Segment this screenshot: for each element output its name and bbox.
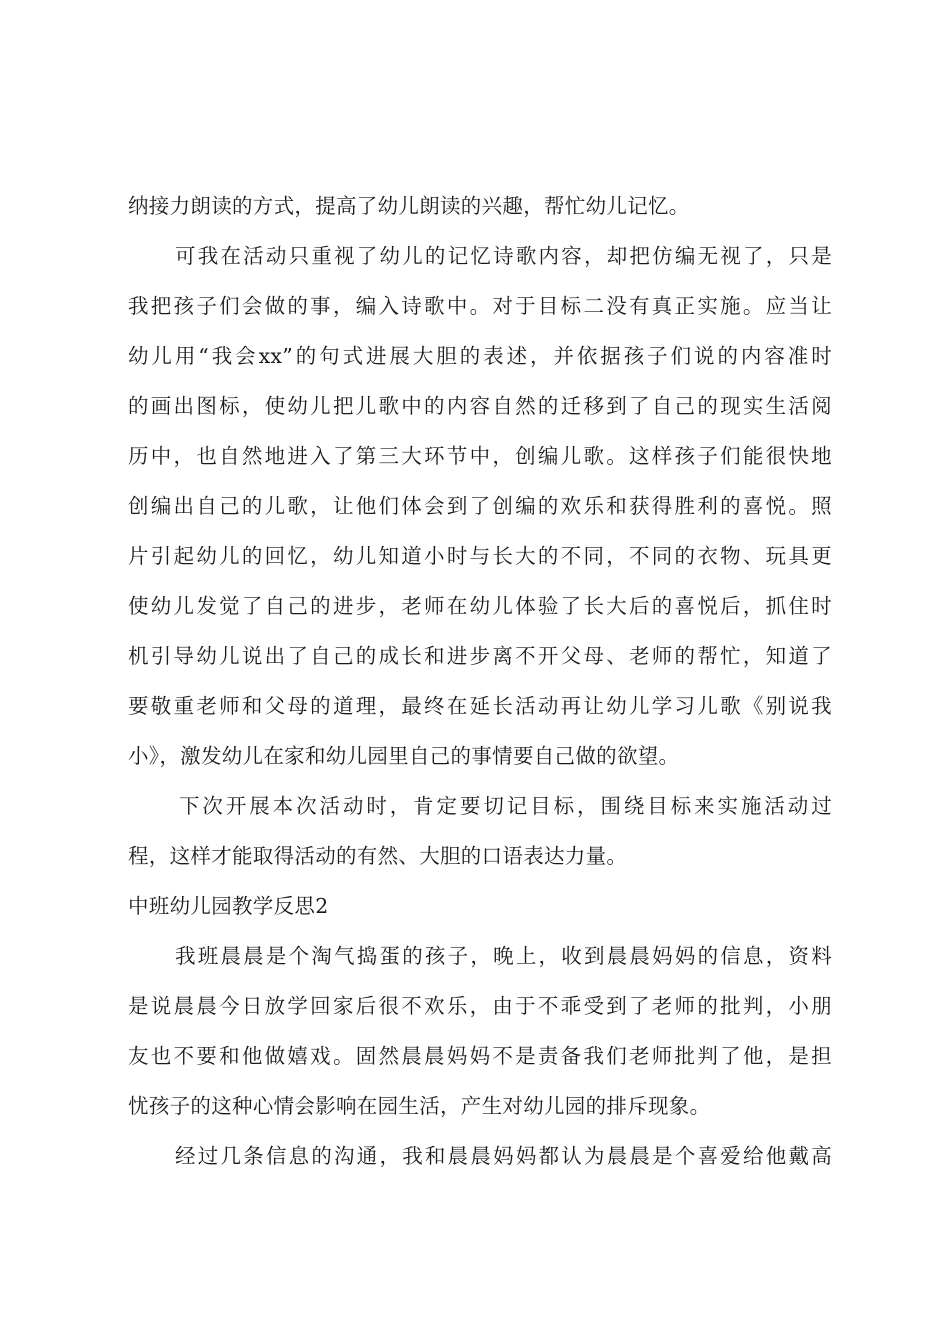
paragraph-line: 使幼儿发觉了自己的进步，老师在幼儿体验了长大后的喜悦后，抓住时 (128, 594, 832, 618)
paragraph-line: 片引起幼儿的回忆，幼儿知道小时与长大的不同，不同的衣物、玩具更 (128, 544, 832, 568)
paragraph-line: 是说晨晨今日放学回家后很不欢乐，由于不乖受到了老师的批判，小朋 (128, 994, 832, 1018)
paragraph-line: 历中，也自然地进入了第三大环节中，创编儿歌。这样孩子们能很快地 (128, 444, 832, 468)
paragraph-line: 可我在活动只重视了幼儿的记忆诗歌内容，却把仿编无视了，只是 (175, 244, 832, 268)
paragraph-line: 经过几条信息的沟通，我和晨晨妈妈都认为晨晨是个喜爱给他戴高 (175, 1144, 832, 1168)
paragraph-line: 幼儿用“我会xx”的句式进展大胆的表述，并依据孩子们说的内容准时 (128, 344, 832, 368)
paragraph-line: 纳接力朗读的方式，提高了幼儿朗读的兴趣，帮忙幼儿记忆。 (128, 194, 690, 218)
paragraph-line: 程，这样才能取得活动的有然、大胆的口语表达力量。 (128, 844, 628, 868)
section-heading: 中班幼儿园教学反思2 (128, 894, 329, 918)
paragraph-line: 忧孩子的这种心情会影响在园生活，产生对幼儿园的排斥现象。 (128, 1094, 711, 1118)
paragraph-line: 机引导幼儿说出了自己的成长和进步离不开父母、老师的帮忙，知道了 (128, 644, 832, 668)
paragraph-line: 友也不要和他做嬉戏。固然晨晨妈妈不是责备我们老师批判了他，是担 (128, 1044, 832, 1068)
paragraph-line: 下次开展本次活动时，肯定要切记目标，围绕目标来实施活动过 (179, 794, 832, 818)
paragraph-line: 我班晨晨是个淘气捣蛋的孩子，晚上，收到晨晨妈妈的信息，资料 (175, 944, 832, 968)
paragraph-line: 的画出图标，使幼儿把儿歌中的内容自然的迁移到了自己的现实生活阅 (128, 394, 832, 418)
paragraph-line: 我把孩子们会做的事，编入诗歌中。对于目标二没有真正实施。应当让 (128, 294, 832, 318)
paragraph-line: 要敬重老师和父母的道理，最终在延长活动再让幼儿学习儿歌《别说我 (128, 694, 832, 718)
paragraph-line: 创编出自己的儿歌，让他们体会到了创编的欢乐和获得胜利的喜悦。照 (128, 494, 832, 518)
paragraph-line: 小》，激发幼儿在家和幼儿园里自己的事情要自己做的欲望。 (128, 744, 680, 768)
